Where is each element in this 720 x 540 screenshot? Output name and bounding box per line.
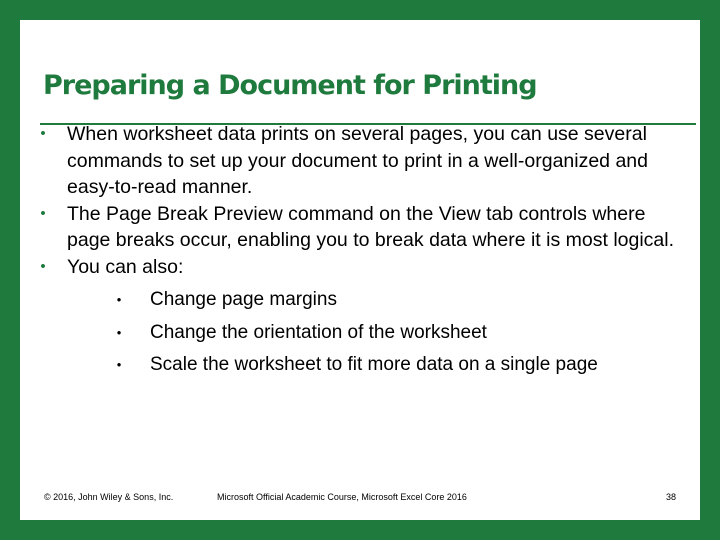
sub-bullet-text: Change the orientation of the worksheet (150, 321, 487, 343)
sub-bullet-item (67, 317, 687, 350)
bullet-marker: • (40, 257, 46, 275)
slide-title: Preparing a Document for Printing (43, 70, 537, 101)
bullet-item (37, 254, 687, 382)
footer-copyright: © 2016, John Wiley & Sons, Inc. (44, 492, 174, 502)
bullet-marker: • (40, 204, 46, 222)
slide-panel (20, 20, 700, 520)
sub-bullet-item (67, 284, 687, 317)
bullet-marker: • (40, 125, 46, 142)
bullet-text: You can also: (67, 255, 184, 278)
bullet-list (37, 121, 687, 382)
sub-bullet-list (67, 284, 687, 382)
sub-bullet-marker: • (116, 357, 122, 372)
footer-course-title: Microsoft Official Academic Course, Microsoft Excel Core 2016 (217, 492, 467, 502)
bullet-text: When worksheet data prints on several pages, you can use several commands to set up your document to print in a well-organized and easy-to-read manner. (67, 123, 648, 198)
bullet-item (37, 201, 687, 254)
bullet-text: The Page Break Preview command on the View tab controls where page breaks occur, enabling you to break data where it is most logical. (67, 202, 675, 251)
sub-bullet-marker: • (116, 324, 122, 340)
footer-page-number: 38 (665, 492, 676, 502)
sub-bullet-marker: • (116, 292, 122, 307)
sub-bullet-text: Change page margins (150, 289, 337, 310)
bullet-item (37, 121, 687, 201)
sub-bullet-item (67, 349, 687, 382)
sub-bullet-text: Scale the worksheet to fit more data on a single page (150, 354, 598, 375)
